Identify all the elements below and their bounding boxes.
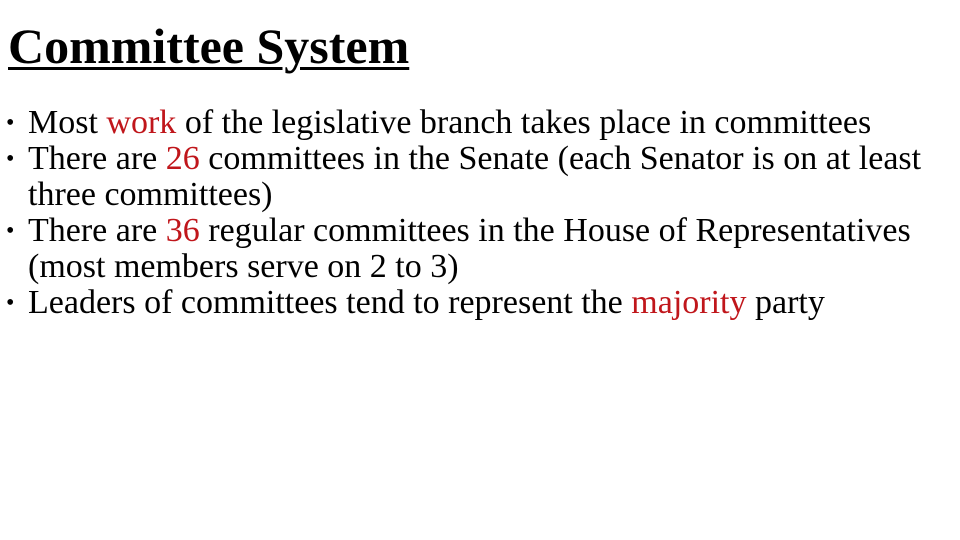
bullet-text: party: [746, 284, 825, 321]
bullet-text: regular committees in the House of Representatives (most members serve on 2 to 3): [28, 212, 911, 285]
highlighted-word: majority: [631, 284, 747, 321]
highlighted-word: work: [106, 104, 177, 141]
bullet-dot-icon: •: [6, 146, 15, 172]
bullet-text: There are: [28, 212, 166, 249]
highlighted-number: 26: [165, 140, 200, 177]
bullet-text: of the legislative branch takes place in committees: [176, 104, 872, 141]
bullet-text: There are: [28, 140, 166, 177]
bullet-text: Leaders of committees tend to represent the: [28, 284, 632, 321]
bullet-text: committees in the Senate (each Senator is on at least three committees): [28, 140, 922, 213]
bullet-item: [0, 105, 960, 141]
bullet-dot-icon: •: [6, 110, 15, 136]
slide-title: Committee System: [8, 18, 410, 74]
bullet-item: [0, 141, 960, 213]
bullet-text: Most: [28, 104, 107, 141]
bullet-item: [0, 213, 960, 285]
bullet-dot-icon: •: [6, 290, 15, 316]
bullet-dot-icon: •: [6, 218, 15, 244]
highlighted-number: 36: [165, 212, 200, 249]
bullet-item: [0, 285, 960, 321]
bullet-list: [0, 105, 960, 321]
